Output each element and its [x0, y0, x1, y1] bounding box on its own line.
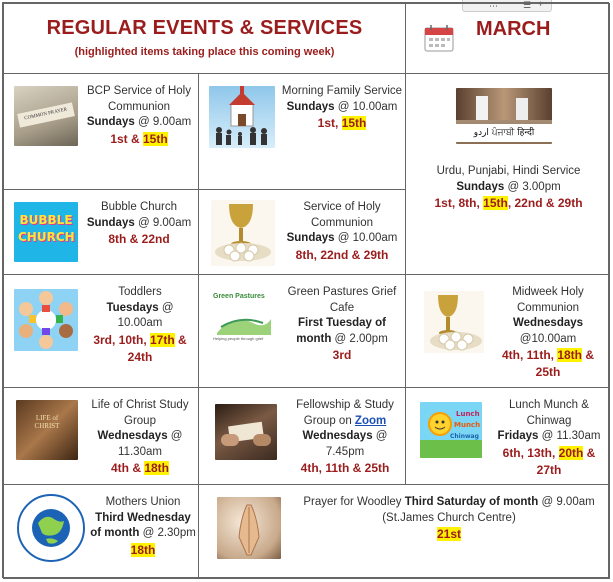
chalice-image	[424, 291, 484, 353]
chalice-image	[211, 200, 275, 266]
event-day: Sundays	[86, 216, 135, 229]
event-name: Mothers Union	[105, 496, 181, 508]
mothers-union-logo	[16, 493, 86, 563]
event-name: Service of Holy Communion	[303, 201, 381, 229]
event-dates: 8th & 22nd	[108, 232, 170, 246]
event-time: @ 9.00am	[134, 116, 192, 128]
header-cell	[3, 3, 406, 74]
bubble-church-logo-text: BUBBLE CHURCH	[18, 213, 75, 244]
event-date: 1st	[110, 131, 128, 146]
event-date: & 24th	[127, 332, 187, 364]
praying-hands-image	[217, 497, 281, 559]
event-prayer	[198, 484, 610, 579]
event-family	[198, 73, 406, 190]
event-date: 1st, 8th,	[434, 196, 484, 210]
life-of-christ-book-image: LIFE of CHRIST	[16, 400, 78, 460]
bubble-church-logo	[14, 202, 78, 262]
event-time: @ 9.00am	[538, 496, 595, 508]
event-time: @ 10.00am	[334, 100, 398, 113]
book-of-common-prayer-image: COMMON PRAYER	[14, 86, 78, 146]
event-day: Wednesdays	[97, 430, 168, 442]
event-name: Urdu, Punjabi, Hindi Service	[436, 165, 581, 177]
event-name: Toddlers	[118, 286, 162, 298]
event-day: Wednesdays	[302, 430, 373, 442]
event-urdu	[405, 73, 610, 275]
hands-bible-image	[215, 404, 277, 460]
calendar-icon	[424, 24, 454, 52]
event-day: Tuesdays	[106, 301, 159, 314]
green-pastures-logo	[213, 293, 273, 343]
event-dates: 8th, 22nd & 29th	[295, 247, 389, 262]
event-date-highlighted: 21st	[436, 527, 462, 541]
event-name: Lunch Munch & Chinwag	[509, 399, 589, 427]
event-bubble	[3, 189, 199, 275]
event-time: @ 9.00am	[134, 216, 192, 229]
event-date-highlighted: 15th	[341, 116, 367, 130]
children-circle-image	[14, 289, 78, 351]
svg-text:Chinwag: Chinwag	[450, 433, 479, 440]
event-midweek	[405, 274, 610, 388]
event-time: @ 2.30pm	[139, 527, 196, 539]
event-study-group	[3, 387, 199, 485]
event-time: @ 10.00am	[334, 232, 398, 244]
event-lunch-munch	[405, 387, 610, 485]
event-time: @ 11.30am	[118, 430, 183, 458]
event-day: Wednesdays	[512, 317, 584, 329]
event-dates: 3rd	[332, 348, 352, 362]
event-day: Third Saturday of month	[404, 496, 539, 508]
event-day: Sundays	[286, 100, 335, 113]
event-name: Life of Christ Study Group	[91, 399, 189, 427]
event-date: , 22nd & 29th	[507, 196, 583, 210]
event-date: 1st,	[317, 116, 342, 130]
event-date-highlighted: 15th	[143, 131, 168, 146]
page-title: REGULAR EVENTS & SERVICES	[46, 17, 363, 39]
event-fellowship	[198, 387, 406, 485]
event-day: Sundays	[86, 116, 135, 128]
event-time: @ 7.45pm	[325, 430, 388, 458]
page-subtitle: (highlighted items taking place this coming week)	[74, 46, 335, 58]
event-day: Sundays	[286, 232, 335, 244]
church-service-image	[456, 88, 552, 144]
event-holy-communion	[198, 189, 406, 275]
urdu-punjabi-hindi-script: اردو ਪੰਜਾਬੀ हिन्दी	[456, 124, 552, 142]
event-day: Fridays	[497, 430, 539, 442]
event-mothers-union	[3, 484, 199, 579]
event-name: Fellowship & Study Group on	[296, 399, 394, 427]
event-date: 4th, 11th,	[501, 348, 558, 362]
event-date-highlighted: 18th	[130, 542, 156, 557]
green-pastures-logo-tagline: Helping people through grief	[213, 336, 264, 341]
event-date: & 25th	[535, 348, 595, 379]
event-date-highlighted: 18th	[557, 348, 583, 362]
menu-icon[interactable]: ☰	[523, 0, 532, 10]
event-time: @ 11.30am	[538, 430, 601, 442]
event-time: @ 3.00pm	[504, 180, 561, 193]
event-name: Green Pastures Grief Cafe	[287, 286, 397, 314]
event-day: Third Wednesday of month	[90, 511, 191, 539]
event-date-highlighted: 20th	[558, 445, 584, 460]
family-church-image	[209, 86, 275, 148]
event-name: BCP Service of Holy Communion	[87, 85, 191, 113]
event-date: 6th, 13th,	[502, 445, 559, 460]
date-separator: &	[127, 131, 143, 146]
event-date: 4th &	[110, 461, 145, 475]
event-name: Prayer for Woodley	[303, 496, 405, 508]
event-date-highlighted: 17th	[150, 332, 175, 347]
event-date-highlighted: 18th	[144, 461, 170, 475]
event-time: @ 10.00am	[117, 301, 174, 329]
event-name: Morning Family Service	[281, 85, 403, 97]
month-label: MARCH	[476, 18, 551, 40]
event-place: (St.James Church Centre)	[382, 511, 516, 524]
lunch-munch-image	[420, 402, 482, 458]
event-bcp	[3, 73, 199, 190]
event-name: Bubble Church	[100, 201, 178, 213]
drag-handle-icon[interactable]: ⋯	[489, 1, 498, 11]
svg-text:Lunch: Lunch	[456, 410, 480, 418]
event-name: Midweek Holy Communion	[512, 286, 584, 314]
event-time: @ 2.00pm	[331, 332, 388, 345]
event-day: First Tuesday of month	[296, 317, 386, 345]
zoom-link[interactable]: Zoom	[354, 414, 387, 427]
green-pastures-logo-title: Green Pastures	[213, 293, 265, 300]
event-toddlers	[3, 274, 199, 388]
events-table	[2, 2, 609, 578]
event-date: 3rd, 10th,	[93, 332, 150, 347]
event-grief-cafe	[198, 274, 406, 388]
svg-text:Munch: Munch	[454, 421, 481, 429]
event-dates: 4th, 11th & 25th	[300, 461, 390, 475]
event-time: @10.00am	[519, 332, 577, 345]
event-date-highlighted: 15th	[483, 196, 508, 210]
event-date: & 27th	[536, 445, 596, 477]
event-day: Sundays	[456, 180, 505, 193]
add-icon[interactable]: +	[538, 0, 544, 9]
month-cell	[405, 3, 610, 74]
